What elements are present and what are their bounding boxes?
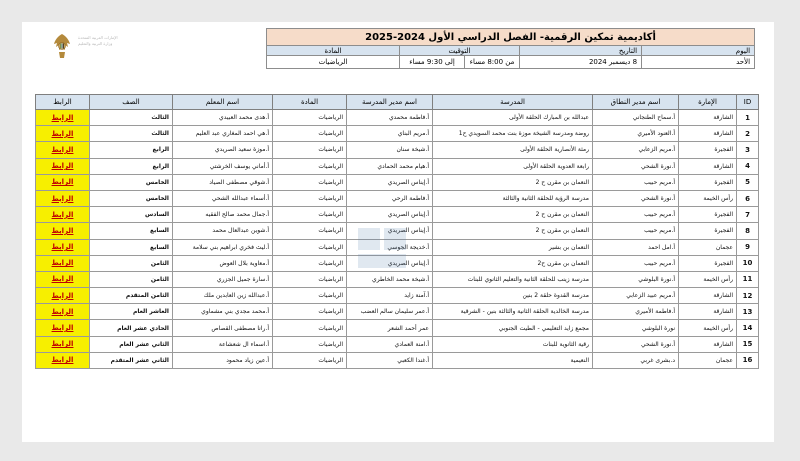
session-link[interactable]: الرابط [51, 307, 74, 316]
link-cell [36, 288, 90, 304]
row-id: 2 [737, 126, 759, 142]
zone-manager-cell: أ.فاطمة الأميري [593, 304, 679, 320]
column-header: المادة [273, 95, 347, 110]
subject-cell: الرياضيات [273, 126, 347, 142]
principal-cell: أ.مريم البناي [347, 126, 433, 142]
session-info-table [266, 28, 755, 69]
time-to-value: إلى 9:30 مساء [400, 56, 465, 69]
session-link[interactable]: الرابط [51, 356, 74, 365]
emirate-cell: الشارقة [679, 336, 737, 352]
grade-cell: الثالث [90, 110, 173, 126]
ministry-line: وزارة التربية والتعليم [78, 41, 113, 46]
principal-cell: أ.إيناس الصريدي [347, 174, 433, 190]
teacher-cell: أ.سارة جميل الجزري [173, 271, 273, 287]
teacher-cell: أ.أماني يوسف الخرشتي [173, 158, 273, 174]
row-id: 8 [737, 223, 759, 239]
teacher-cell: أ.موزة سعيد الصريدي [173, 142, 273, 158]
uae-emblem-icon [52, 32, 72, 62]
session-link[interactable]: الرابط [51, 145, 74, 154]
subject-cell: الرياضيات [273, 207, 347, 223]
teacher-cell: أ.شوين عبدالعال محمد [173, 223, 273, 239]
ministry-caption [78, 35, 148, 47]
row-id: 1 [737, 110, 759, 126]
link-cell [36, 126, 90, 142]
row-id: 14 [737, 320, 759, 336]
table-row [36, 110, 759, 126]
table-row [36, 190, 759, 206]
subject-cell: الرياضيات [273, 158, 347, 174]
link-cell [36, 207, 90, 223]
teacher-cell: أ.هي احمد المغاري عبد العليم [173, 126, 273, 142]
subject-value: الرياضيات [267, 56, 400, 69]
teacher-cell: أ.أسماء عبدالله الشحي [173, 190, 273, 206]
principal-cell: أ.غندا الكعبي [347, 352, 433, 368]
link-cell [36, 352, 90, 368]
date-label: التاريخ [520, 46, 642, 56]
teacher-cell: أ.ليث فخري ابراهيم بني سلامة [173, 239, 273, 255]
zone-manager-cell: أ.نورة الشحي [593, 158, 679, 174]
school-cell: روضة ومدرسة الشيخة موزة بنت محمد السويدي ح1 [433, 126, 593, 142]
emirate-cell: رأس الخيمة [679, 320, 737, 336]
subject-cell: الرياضيات [273, 352, 347, 368]
school-cell: النعمان بن مقرن ح 2 [433, 223, 593, 239]
column-header: الرابط [36, 95, 90, 110]
teacher-cell: أ.معاوية بلال العوض [173, 255, 273, 271]
emirate-cell: الشارقة [679, 288, 737, 304]
column-header: اسم مدير المدرسة [347, 95, 433, 110]
emirate-cell: عجمان [679, 352, 737, 368]
grade-cell: الثامن المتقدم [90, 288, 173, 304]
table-header-row [36, 95, 759, 110]
grade-cell: الثالث [90, 126, 173, 142]
teacher-cell: أ.اسماء ال شعشاعة [173, 336, 273, 352]
zone-manager-cell: أ.مريم حبيب [593, 255, 679, 271]
grade-cell: الخامس [90, 190, 173, 206]
school-cell: رابعة العدوية الحلقة الأولى [433, 158, 593, 174]
document-page [22, 22, 774, 442]
grade-cell: الثاني عشر المتقدم [90, 352, 173, 368]
ministry-line: الإمارات العربية المتحدة [78, 35, 118, 40]
table-row [36, 288, 759, 304]
link-cell [36, 255, 90, 271]
link-cell [36, 320, 90, 336]
teacher-cell: أ.جمال محمد صالح الفقيه [173, 207, 273, 223]
grade-cell: السابع [90, 223, 173, 239]
grade-cell: الرابع [90, 142, 173, 158]
principal-cell: أ.عمر سليمان سالم العضب [347, 304, 433, 320]
link-cell [36, 304, 90, 320]
table-row [36, 320, 759, 336]
grade-cell: السابع [90, 239, 173, 255]
school-cell: النعمان بن مقرن ح 2 [433, 207, 593, 223]
page-title: أكاديمية تمكين الرقمية- الفصل الدراسي الأول 2024-2025 [267, 29, 755, 46]
school-cell: رقية الثانوية للبنات [433, 336, 593, 352]
subject-cell: الرياضيات [273, 304, 347, 320]
emirate-cell: عجمان [679, 239, 737, 255]
grade-cell: الحادي عشر العام [90, 320, 173, 336]
row-id: 5 [737, 174, 759, 190]
grade-cell: الثامن [90, 255, 173, 271]
emirate-cell: الشارقة [679, 304, 737, 320]
row-id: 10 [737, 255, 759, 271]
table-row [36, 207, 759, 223]
table-row [36, 304, 759, 320]
emirate-cell: الفجيرة [679, 255, 737, 271]
column-header: الصف [90, 95, 173, 110]
row-id: 6 [737, 190, 759, 206]
day-value: الأحد [642, 56, 755, 69]
link-cell [36, 271, 90, 287]
subject-cell: الرياضيات [273, 174, 347, 190]
session-link[interactable]: الرابط [51, 324, 74, 333]
row-id: 9 [737, 239, 759, 255]
session-link[interactable]: الرابط [51, 291, 74, 300]
zone-manager-cell: أ.نورة الشحي [593, 190, 679, 206]
link-cell [36, 110, 90, 126]
principal-cell: أ.شيخة محمد الخاطري [347, 271, 433, 287]
column-header: الإمارة [679, 95, 737, 110]
row-id: 3 [737, 142, 759, 158]
teacher-cell: أ.رانا مصطفى القصاص [173, 320, 273, 336]
emirate-cell: الفجيرة [679, 142, 737, 158]
column-header: ID [737, 95, 759, 110]
school-cell: مدرسة الخالدية الحلقة الثانية والثالثة بنين - الشرقية [433, 304, 593, 320]
subject-cell: الرياضيات [273, 336, 347, 352]
link-cell [36, 174, 90, 190]
emirate-cell: الفجيرة [679, 207, 737, 223]
principal-cell: أ.فاطمة محمدي [347, 110, 433, 126]
emirate-cell: الفجيرة [679, 223, 737, 239]
principal-cell: أ.إيناس الصريدي [347, 255, 433, 271]
session-link[interactable]: الرابط [51, 259, 74, 268]
grade-cell: السادس [90, 207, 173, 223]
principal-cell: أ.إيناس الصريدي [347, 223, 433, 239]
principal-cell: أ.فاطمة الرحي [347, 190, 433, 206]
subject-cell: الرياضيات [273, 255, 347, 271]
time-from-value: من 8:00 مساء [465, 56, 520, 69]
emirate-cell: رأس الخيمة [679, 271, 737, 287]
school-cell: رمثة الأنصارية الحلقة الأولى [433, 142, 593, 158]
row-id: 12 [737, 288, 759, 304]
zone-manager-cell: أ.نورة البلوشي [593, 271, 679, 287]
subject-cell: الرياضيات [273, 190, 347, 206]
link-cell [36, 158, 90, 174]
emirate-cell: رأس الخيمة [679, 190, 737, 206]
zone-manager-cell: أ.العنود الأميري [593, 126, 679, 142]
emirate-cell: الشارقة [679, 126, 737, 142]
principal-cell: أ.هيام محمد الحمادي [347, 158, 433, 174]
session-link[interactable]: الرابط [51, 210, 74, 219]
row-id: 7 [737, 207, 759, 223]
principal-cell: عمر أحمد الشعر [347, 320, 433, 336]
row-id: 4 [737, 158, 759, 174]
subject-cell: الرياضيات [273, 239, 347, 255]
school-cell: النعمان بن مقرن ح 2 [433, 174, 593, 190]
grade-cell: الثامن [90, 271, 173, 287]
school-cell: مجمع زايد التعليمي - الطيت الجنوبي [433, 320, 593, 336]
row-id: 11 [737, 271, 759, 287]
date-value: 8 ديسمبر 2024 [520, 56, 642, 69]
session-link[interactable]: الرابط [51, 162, 74, 171]
session-link[interactable]: الرابط [51, 275, 74, 284]
table-row [36, 336, 759, 352]
zone-manager-cell: أ.نورة الشحي [593, 336, 679, 352]
column-header: اسم مدير النطاق [593, 95, 679, 110]
zone-manager-cell: نورة البلوشي [593, 320, 679, 336]
row-id: 16 [737, 352, 759, 368]
subject-cell: الرياضيات [273, 223, 347, 239]
table-row [36, 352, 759, 368]
teacher-cell: أ.عين زياد محمود [173, 352, 273, 368]
row-id: 15 [737, 336, 759, 352]
subject-cell: الرياضيات [273, 320, 347, 336]
principal-cell: أ.إيناس الصريدي [347, 207, 433, 223]
school-cell: النعمان بن مقرن ح2 [433, 255, 593, 271]
zone-manager-cell: أ.مريم عبيد الزعابي [593, 288, 679, 304]
school-cell: عبدالله بن المبارك الحلقة الأولى [433, 110, 593, 126]
school-cell: النعيمية [433, 352, 593, 368]
session-link[interactable]: الرابط [51, 226, 74, 235]
session-link[interactable]: الرابط [51, 243, 74, 252]
school-cell: مدرسة زينب للحلقة الثانية والتعليم الثانوي للبنات [433, 271, 593, 287]
link-cell [36, 223, 90, 239]
link-cell [36, 142, 90, 158]
zone-manager-cell: أ.مريم حبيب [593, 223, 679, 239]
emirate-cell: الشارقة [679, 110, 737, 126]
principal-cell: أ.آمنة زايد [347, 288, 433, 304]
link-cell [36, 239, 90, 255]
table-row [36, 126, 759, 142]
zone-manager-cell: د.بشرى غربي [593, 352, 679, 368]
grade-cell: الخامس [90, 174, 173, 190]
principal-cell: أ.خديجة الجوسي [347, 239, 433, 255]
principal-cell: أ.شيخة سنان [347, 142, 433, 158]
zone-manager-cell: أ.مريم حبيب [593, 207, 679, 223]
emirate-cell: الفجيرة [679, 174, 737, 190]
subject-cell: الرياضيات [273, 110, 347, 126]
day-label: اليوم [642, 46, 755, 56]
grade-cell: الثاني عشر العام [90, 336, 173, 352]
school-cell: النعمان بن بشير [433, 239, 593, 255]
teacher-cell: أ.شوقي مصطفى الصياد [173, 174, 273, 190]
subject-label: المادة [267, 46, 400, 56]
row-id: 13 [737, 304, 759, 320]
subject-cell: الرياضيات [273, 142, 347, 158]
zone-manager-cell: أ.مريم الزعابي [593, 142, 679, 158]
grade-cell: الرابع [90, 158, 173, 174]
session-link[interactable]: الرابط [51, 194, 74, 203]
teacher-cell: أ.محمد مجدي بني مشماوي [173, 304, 273, 320]
zone-manager-cell: أ.امل احمد [593, 239, 679, 255]
column-header: المدرسة [433, 95, 593, 110]
subject-cell: الرياضيات [273, 271, 347, 287]
grade-cell: العاشر العام [90, 304, 173, 320]
watermark-logo-icon [352, 222, 412, 282]
school-cell: مدرسة الرؤية للحلقة الثانية والثالثة [433, 190, 593, 206]
link-cell [36, 190, 90, 206]
zone-manager-cell: أ.سماح الطنجاني [593, 110, 679, 126]
table-row [36, 174, 759, 190]
column-header: اسم المعلم [173, 95, 273, 110]
school-cell: مدرسة القدوة حلقة 2 بنين [433, 288, 593, 304]
link-cell [36, 336, 90, 352]
session-link[interactable]: الرابط [51, 113, 74, 122]
subject-cell: الرياضيات [273, 288, 347, 304]
time-label: التوقيت [400, 46, 520, 56]
table-row [36, 158, 759, 174]
principal-cell: أ.امنة العمادي [347, 336, 433, 352]
emirate-cell: الشارقة [679, 158, 737, 174]
table-row [36, 142, 759, 158]
session-link[interactable]: الرابط [51, 340, 74, 349]
session-link[interactable]: الرابط [51, 178, 74, 187]
teacher-cell: أ.هدى محمد العبيدي [173, 110, 273, 126]
session-link[interactable]: الرابط [51, 129, 74, 138]
zone-manager-cell: أ.مريم حبيب [593, 174, 679, 190]
teacher-cell: أ.عبدالله زين العابدين ملك [173, 288, 273, 304]
